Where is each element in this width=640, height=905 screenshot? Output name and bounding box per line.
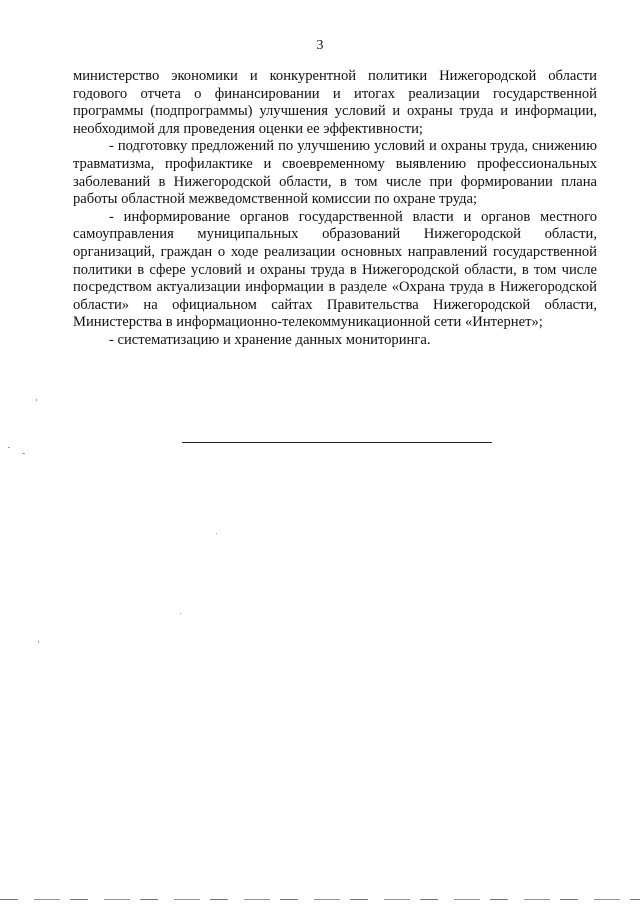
- scan-speck: [8, 447, 10, 448]
- paragraph-ministry-report: министерство экономики и конкурентной политики Нижегородской области годового отчета о финансировании и итогах реализации государственной программы (подпрограммы) улучшения условий и охраны труда и информации, необходимой для проведения оценки ее эффективности;: [73, 68, 597, 137]
- paragraph-proposals: - подготовку предложений по улучшению условий и охраны труда, снижению травматизма, профилактике и своевременному выявлению профессиональных заболеваний в Нижегородской области, в том числе при формировании плана работы областной межведомственной комиссии по охране труда;: [73, 138, 597, 208]
- scan-speck: [22, 453, 25, 454]
- paragraph-systematization: - систематизацию и хранение данных мониторинга.: [109, 331, 431, 348]
- scan-speck: [36, 399, 37, 401]
- paragraph-informing: - информирование органов государственной власти и органов местного самоуправления муниципальных образований Нижегородской области, организаций, граждан о ходе реализации основных направлений государственной политики в сфере условий и охраны труда в Нижегородской области, в том числе посредством актуализации информации в разделе «Охрана труда в Нижегородской области» на официальном сайтах Правительства Нижегородской области, Министерства в информационно-телекоммуникационной сети «Интернет»;: [73, 208, 597, 331]
- end-separator-line: [182, 442, 492, 443]
- document-body: [73, 68, 597, 350]
- scan-speck: [216, 533, 217, 534]
- page-number: 3: [316, 38, 324, 53]
- scan-bottom-edge: [0, 899, 640, 900]
- scan-speck: [38, 641, 39, 643]
- scan-speck: [180, 613, 181, 614]
